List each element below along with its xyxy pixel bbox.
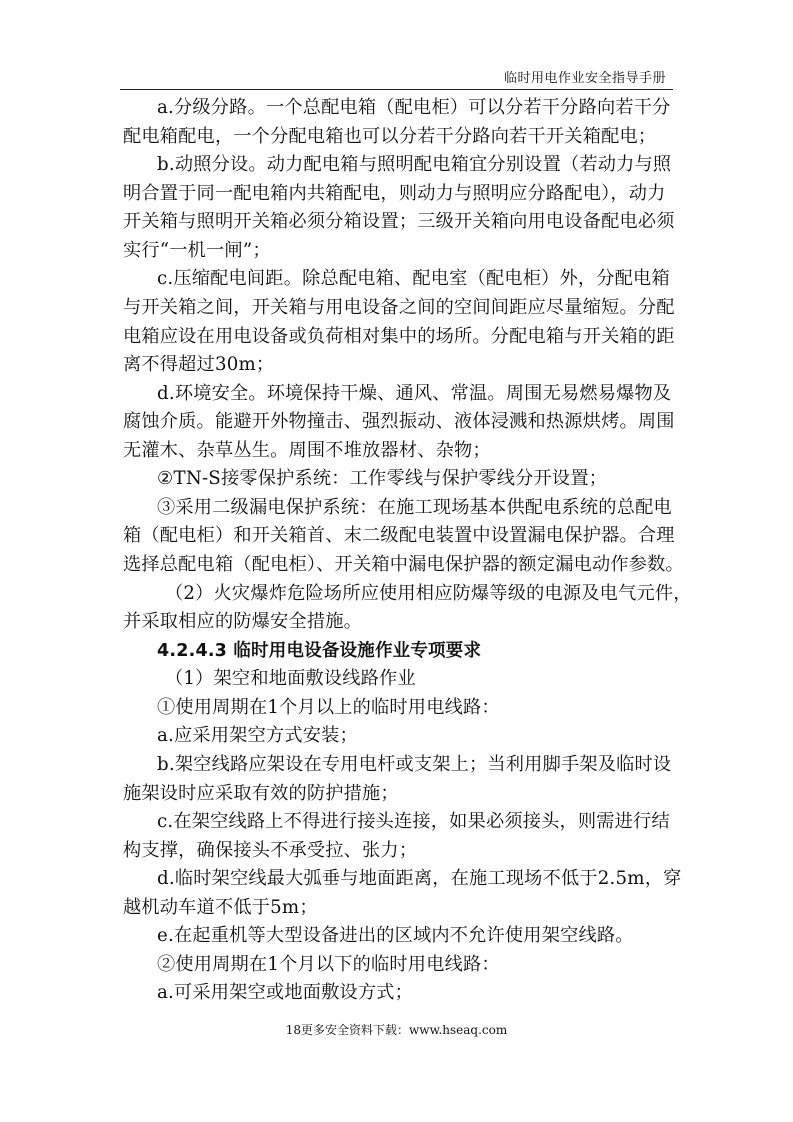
paragraph-line: 越机动车道不低于5m； [123,896,318,918]
paragraph-line: ③采用二级漏电保护系统：在施工现场基本供配电系统的总配电 [157,496,672,518]
paragraph-line: 离不得超过30m； [123,354,275,376]
paragraph-line: 明合置于同一配电箱内共箱配电，则动力与照明应分路配电），动力 [123,182,666,204]
paragraph-line: b.动照分设。动力配电箱与照明配电箱宜分别设置（若动力与照 [157,154,672,176]
header-title: 临时用电作业安全指导手册 [503,71,666,86]
paragraph-line: 腐蚀介质。能避开外物撞击、强烈振动、液体浸溅和热源烘烤。周围 [123,411,675,433]
paragraph-line: 构支撑，确保接头不承受拉、张力； [123,839,418,861]
paragraph-line: ①使用周期在1个月以上的临时用电线路： [157,696,500,718]
paragraph-line: 实行“一机一闸”； [123,239,271,261]
paragraph-line: 箱（配电柜）和开关箱首、末二级配电装置中设置漏电保护器。合理 [123,525,675,547]
paragraph-line: 并采取相应的防爆安全措施。 [123,611,363,633]
page-footer: 18更多安全资料下载：www.hseaq.com [285,1023,508,1037]
paragraph-line: d.环境安全。环境保持干燥、通风、常温。周围无易燃易爆物及 [157,382,672,404]
paragraph-line: c.在架空线路上不得进行接头连接，如果必须接头，则需进行结 [157,811,670,833]
paragraph-line: （2）火灾爆炸危险场所应使用相应防爆等级的电源及电气元件， [165,582,692,604]
paragraph-line: 电箱应设在用电设备或负荷相对集中的场所。分配电箱与开关箱的距 [123,325,675,347]
paragraph-line: a.应采用架空方式安装； [157,725,358,747]
paragraph-line: （1）架空和地面敷设线路作业 [165,668,416,690]
paragraph-line: ②使用周期在1个月以下的临时用电线路： [157,953,500,975]
paragraph-line: 与开关箱之间，开关箱与用电设备之间的空间间距应尽量缩短。分配 [123,296,675,318]
paragraph-line: 开关箱与照明开关箱必须分箱设置；三级开关箱向用电设备配电必须 [123,211,675,233]
paragraph-line: c.压缩配电间距。除总配电箱、配电室（配电柜）外，分配电箱 [157,268,670,290]
paragraph-line: e.在起重机等大型设备进出的区域内不允许使用架空线路。 [157,925,634,947]
paragraph-line: 选择总配电箱（配电柜）、开关箱中漏电保护器的额定漏电动作参数。 [123,554,684,575]
paragraph-line: 施架设时应采取有效的防护措施； [123,782,399,804]
paragraph-line: d.临时架空线最大弧垂与地面距离，在施工现场不低于2.5m，穿 [157,868,682,890]
paragraph-line: ②TN-S接零保护系统：工作零线与保护零线分开设置； [157,468,608,490]
paragraph-line: a.分级分路。一个总配电箱（配电柜）可以分若干分路向若干分 [157,97,671,118]
paragraph-line: b.架空线路应架设在专用电杆或支架上；当利用脚手架及临时设 [157,753,672,775]
paragraph-line: 配电箱配电，一个分配电箱也可以分若干分路向若干开关箱配电； [123,125,657,147]
paragraph-line: a.可采用架空或地面敷设方式； [157,982,414,1004]
section-heading: 4.2.4.3 临时用电设备设施作业专项要求 [157,640,482,661]
paragraph-line: 无灌木、杂草丛生。周围不堆放器材、杂物； [123,439,491,461]
